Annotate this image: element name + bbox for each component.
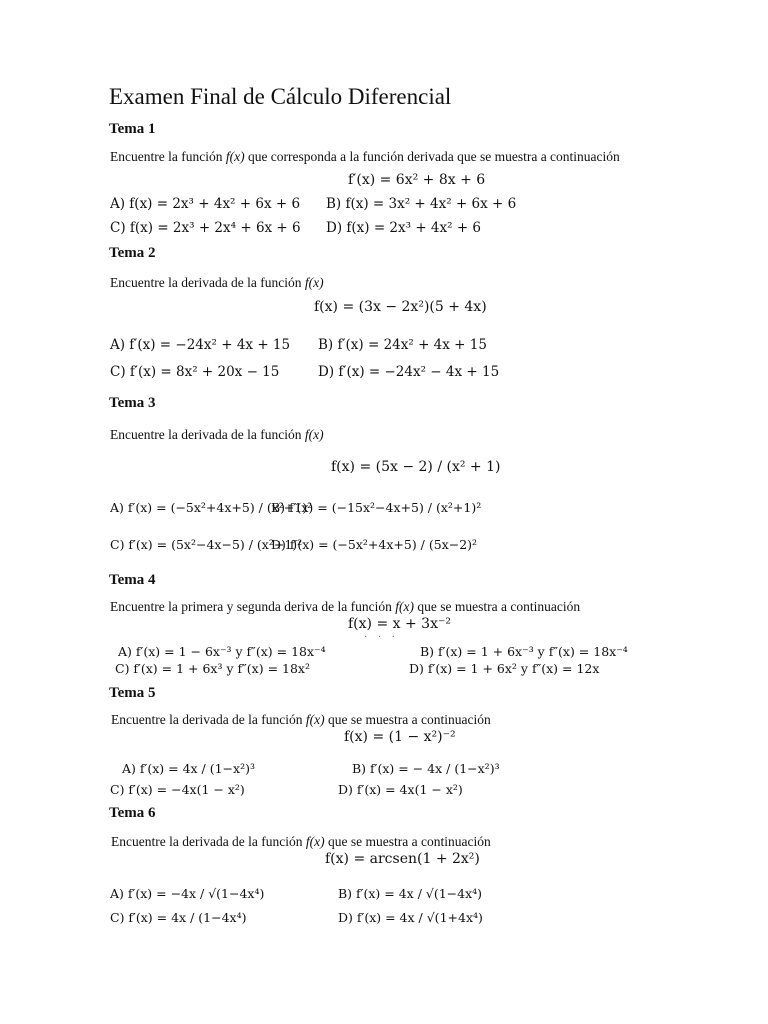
tema-6-option-b[interactable]: B) f′(x) = 4x / √(1−4x⁴) xyxy=(338,886,483,901)
tema-5-option-c[interactable]: C) f′(x) = −4x(1 − x²) xyxy=(110,782,245,797)
tema-4-prompt: Encuentre la primera y segunda deriva de la función f(x) que se muestra a continuación xyxy=(110,599,581,614)
tema-2-option-a[interactable]: A) f′(x) = −24x² + 4x + 15 xyxy=(110,337,291,353)
tema-2-option-d[interactable]: D) f′(x) = −24x² − 4x + 15 xyxy=(318,364,500,380)
tema-3-equation: f(x) = (5x − 2) / (x² + 1) xyxy=(331,459,501,475)
tema-5-option-a[interactable]: A) f′(x) = 4x / (1−x²)³ xyxy=(122,761,255,776)
tema-5-option-b[interactable]: B) f′(x) = − 4x / (1−x²)³ xyxy=(352,761,500,776)
tema-5-equation: f(x) = (1 − x²)⁻² xyxy=(344,729,456,745)
tema-3-option-d[interactable]: D) f′(x) = (−5x²+4x+5) / (5x−2)² xyxy=(271,537,478,552)
tema-1-option-a[interactable]: A) f(x) = 2x³ + 4x² + 6x + 6 xyxy=(110,196,301,212)
tema-5-prompt: Encuentre la derivada de la función f(x) que se muestra a continuación xyxy=(111,712,491,727)
tema-2-option-c[interactable]: C) f′(x) = 8x² + 20x − 15 xyxy=(110,364,280,380)
tema-3-option-c[interactable]: C) f′(x) = (5x²−4x−5) / (x²+1)² xyxy=(110,537,303,552)
tema-1-option-d[interactable]: D) f(x) = 2x³ + 4x² + 6 xyxy=(326,220,482,236)
tema-1-option-b[interactable]: B) f(x) = 3x² + 4x² + 6x + 6 xyxy=(326,196,517,212)
tema-2-prompt: Encuentre la derivada de la función f(x) xyxy=(110,275,324,290)
tema-6-heading: Tema 6 xyxy=(109,805,156,821)
tema-6-option-a[interactable]: A) f′(x) = −4x / √(1−4x⁴) xyxy=(110,886,265,901)
tema-5-option-d[interactable]: D) f′(x) = 4x(1 − x²) xyxy=(338,782,463,797)
tema-4-option-d[interactable]: D) f′(x) = 1 + 6x² y f″(x) = 12x xyxy=(409,661,600,676)
page-title: Examen Final de Cálculo Diferencial xyxy=(109,84,452,109)
tema-2-equation: f(x) = (3x − 2x²)(5 + 4x) xyxy=(314,299,487,315)
tema-6-equation: f(x) = arcsen(1 + 2x²) xyxy=(325,851,480,867)
stray-dots: · · · xyxy=(364,632,399,643)
tema-2-heading: Tema 2 xyxy=(109,245,156,261)
tema-4-equation: f(x) = x + 3x⁻² xyxy=(348,616,451,632)
tema-4-option-c[interactable]: C) f′(x) = 1 + 6x³ y f″(x) = 18x² xyxy=(115,661,310,676)
tema-1-option-c[interactable]: C) f(x) = 2x³ + 2x⁴ + 6x + 6 xyxy=(110,220,301,236)
tema-4-option-a[interactable]: A) f′(x) = 1 − 6x⁻³ y f″(x) = 18x⁻⁴ xyxy=(118,644,326,659)
tema-3-option-b[interactable]: B) f′(x) = (−15x²−4x+5) / (x²+1)² xyxy=(271,500,482,515)
tema-6-option-c[interactable]: C) f′(x) = 4x / (1−4x⁴) xyxy=(110,910,247,925)
tema-6-option-d[interactable]: D) f′(x) = 4x / √(1+4x⁴) xyxy=(338,910,483,925)
tema-4-option-b[interactable]: B) f′(x) = 1 + 6x⁻³ y f″(x) = 18x⁻⁴ xyxy=(420,644,628,659)
tema-3-prompt: Encuentre la derivada de la función f(x) xyxy=(110,427,324,442)
tema-1-equation: f′(x) = 6x² + 8x + 6 xyxy=(348,172,486,188)
tema-1-prompt: Encuentre la función f(x) que corresponda a la función derivada que se muestra a continuación xyxy=(110,149,620,164)
tema-5-heading: Tema 5 xyxy=(109,685,156,701)
tema-3-option-a[interactable]: A) f′(x) = (−5x²+4x+5) / (x²+1)² xyxy=(110,500,313,515)
tema-2-option-b[interactable]: B) f′(x) = 24x² + 4x + 15 xyxy=(318,337,487,353)
tema-6-prompt: Encuentre la derivada de la función f(x) que se muestra a continuación xyxy=(111,834,491,849)
tema-1-heading: Tema 1 xyxy=(109,121,156,137)
tema-4-heading: Tema 4 xyxy=(109,572,156,588)
tema-3-heading: Tema 3 xyxy=(109,395,156,411)
